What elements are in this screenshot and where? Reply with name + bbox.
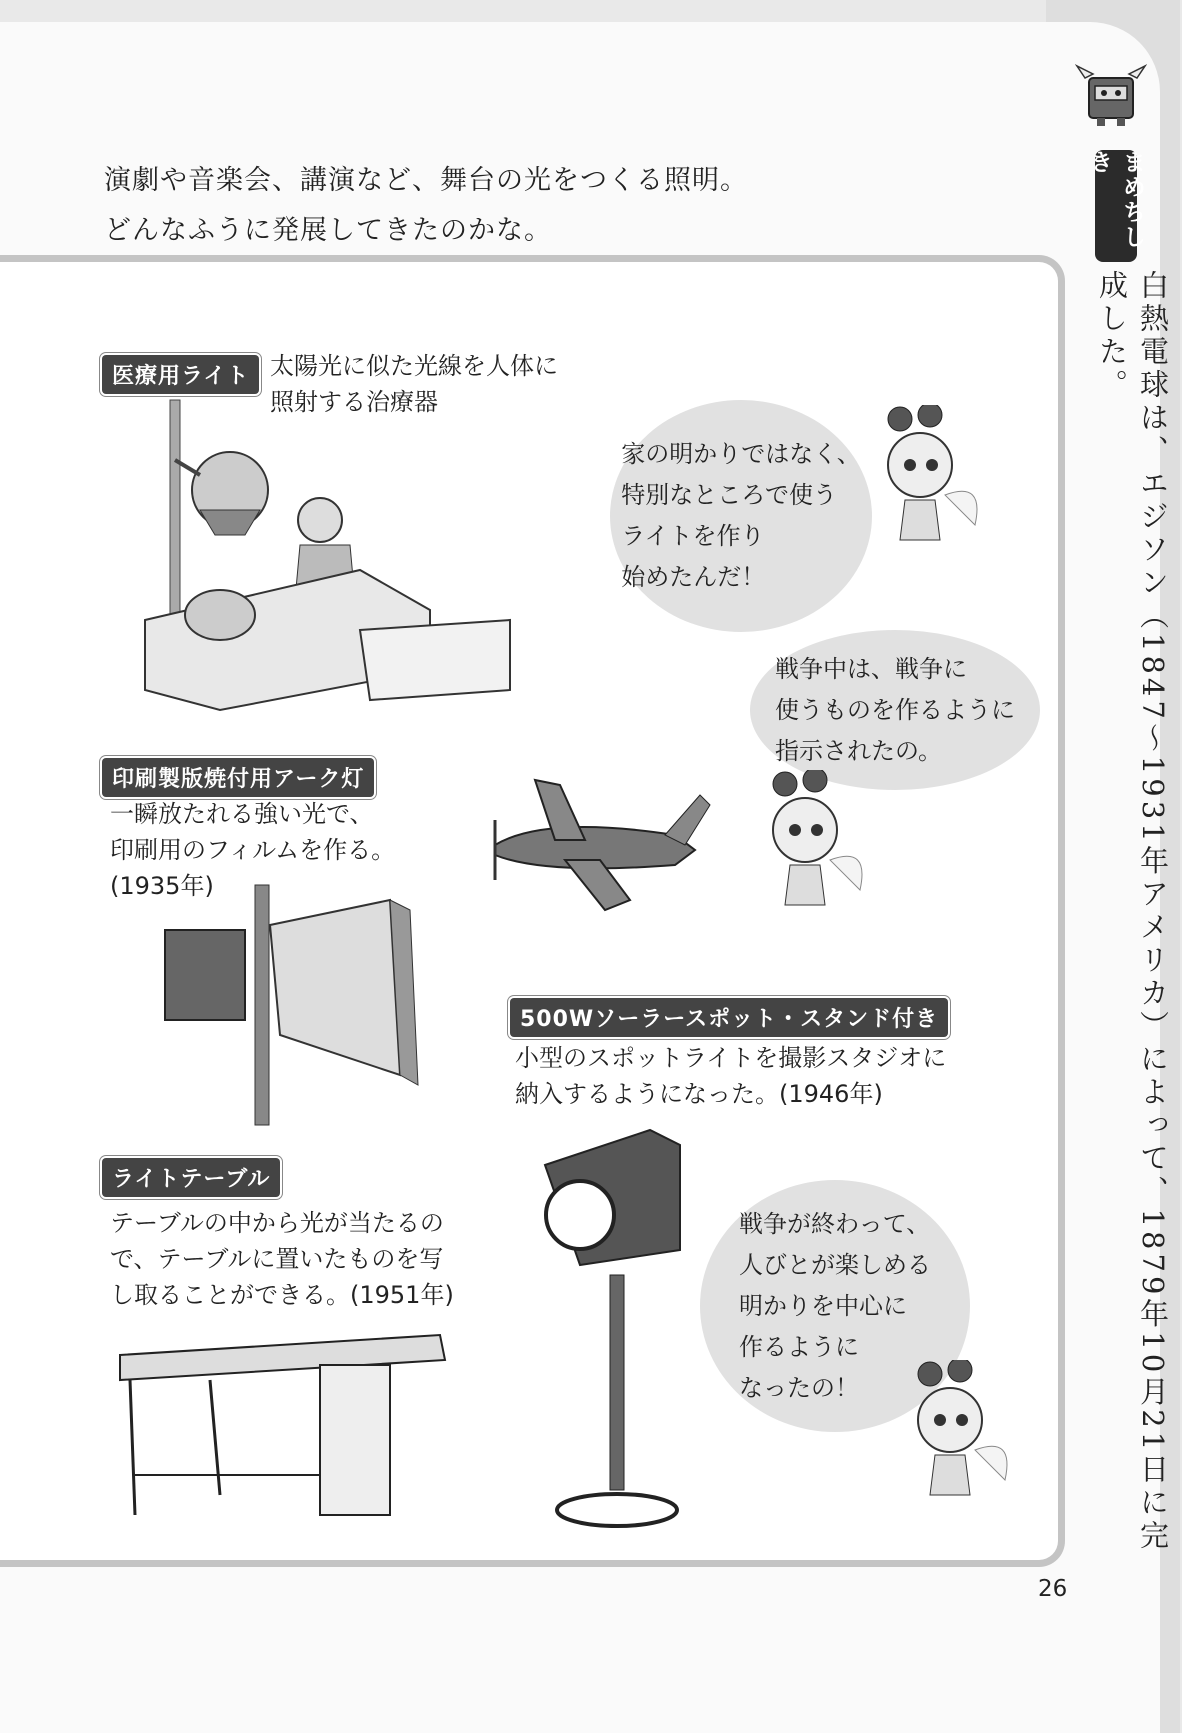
fairy-mascot-2 bbox=[755, 770, 875, 920]
label-light-table: ライトテーブル bbox=[102, 1158, 280, 1197]
desc-medical-light-line-2: 照射する治療器 bbox=[270, 388, 438, 416]
bubble-1-line-1: 家の明かりではなく、 bbox=[621, 440, 861, 468]
mamechishiki-label: まめちしき bbox=[1095, 150, 1137, 262]
desc-light-table-line-2: で、テーブルに置いたものを写 bbox=[110, 1245, 444, 1273]
bubble-3-line-1: 戦争が終わって、 bbox=[739, 1209, 931, 1238]
intro-line-2: どんなふうに発展してきたのかな。 bbox=[104, 215, 552, 246]
desc-arc-lamp-line-1: 一瞬放たれる強い光で、 bbox=[110, 800, 374, 828]
desc-light-table-line-1: テーブルの中から光が当たるの bbox=[110, 1209, 444, 1237]
light-table-illustration bbox=[100, 1325, 460, 1525]
fairy-mascot-3 bbox=[900, 1360, 1020, 1510]
fairy-mascot-1 bbox=[870, 405, 990, 555]
page-number: 26 bbox=[1038, 1576, 1068, 1602]
label-arc-lamp: 印刷製版焼付用アーク灯 bbox=[102, 758, 374, 797]
speech-bubble-1-text bbox=[621, 434, 861, 598]
bubble-3-line-5: なったの！ bbox=[739, 1373, 859, 1402]
desc-medical-light-line-1: 太陽光に似た光線を人体に bbox=[270, 352, 558, 380]
desc-arc-lamp-line-3: (1935年) bbox=[110, 872, 214, 900]
bubble-2-line-1: 戦争中は、戦争に bbox=[775, 654, 967, 683]
desc-arc-lamp-line-2: 印刷用のフィルムを作る。 bbox=[110, 836, 396, 864]
speech-bubble-2 bbox=[750, 630, 1040, 790]
label-solar-spot: 500Wソーラースポット・スタンド付き bbox=[510, 998, 948, 1037]
desc-solar-spot bbox=[515, 1040, 946, 1112]
bubble-3-line-2: 人びとが楽しめる bbox=[739, 1250, 931, 1279]
intro-text bbox=[104, 156, 748, 256]
bubble-3-line-4: 作るように bbox=[739, 1332, 859, 1361]
fighter-plane-illustration bbox=[485, 775, 715, 915]
desc-light-table bbox=[110, 1205, 454, 1313]
bubble-1-line-3: ライトを作り bbox=[621, 522, 765, 550]
spotlight-stand-illustration bbox=[540, 1125, 700, 1535]
intro-line-1: 演劇や音楽会、講演など、舞台の光をつくる照明。 bbox=[104, 165, 748, 196]
bubble-2-line-3: 指示されたの。 bbox=[775, 736, 943, 765]
bubble-3-line-3: 明かりを中心に bbox=[739, 1291, 907, 1320]
bubble-2-line-2: 使うものを作るように bbox=[775, 695, 1015, 724]
bubble-1-line-2: 特別なところで使う bbox=[621, 481, 837, 509]
speech-bubble-1 bbox=[610, 400, 872, 632]
mamechishiki-text: 白熱電球は、エジソン（1847〜1931年アメリカ）によって、1879年10月21日に完成した。 bbox=[1095, 270, 1170, 1554]
arc-lamp-illustration bbox=[160, 885, 420, 1125]
desc-solar-spot-line-1: 小型のスポットライトを撮影スタジオに bbox=[515, 1044, 947, 1072]
speech-bubble-2-text bbox=[775, 649, 1015, 772]
bubble-1-line-4: 始めたんだ！ bbox=[621, 563, 766, 591]
medical-light-illustration bbox=[140, 400, 530, 730]
robot-mascot-icon bbox=[1075, 60, 1147, 132]
desc-solar-spot-line-2: 納入するようになった。(1946年) bbox=[515, 1080, 883, 1108]
label-medical-light: 医療用ライト bbox=[102, 355, 259, 394]
desc-light-table-line-3: し取ることができる。(1951年) bbox=[110, 1281, 454, 1309]
